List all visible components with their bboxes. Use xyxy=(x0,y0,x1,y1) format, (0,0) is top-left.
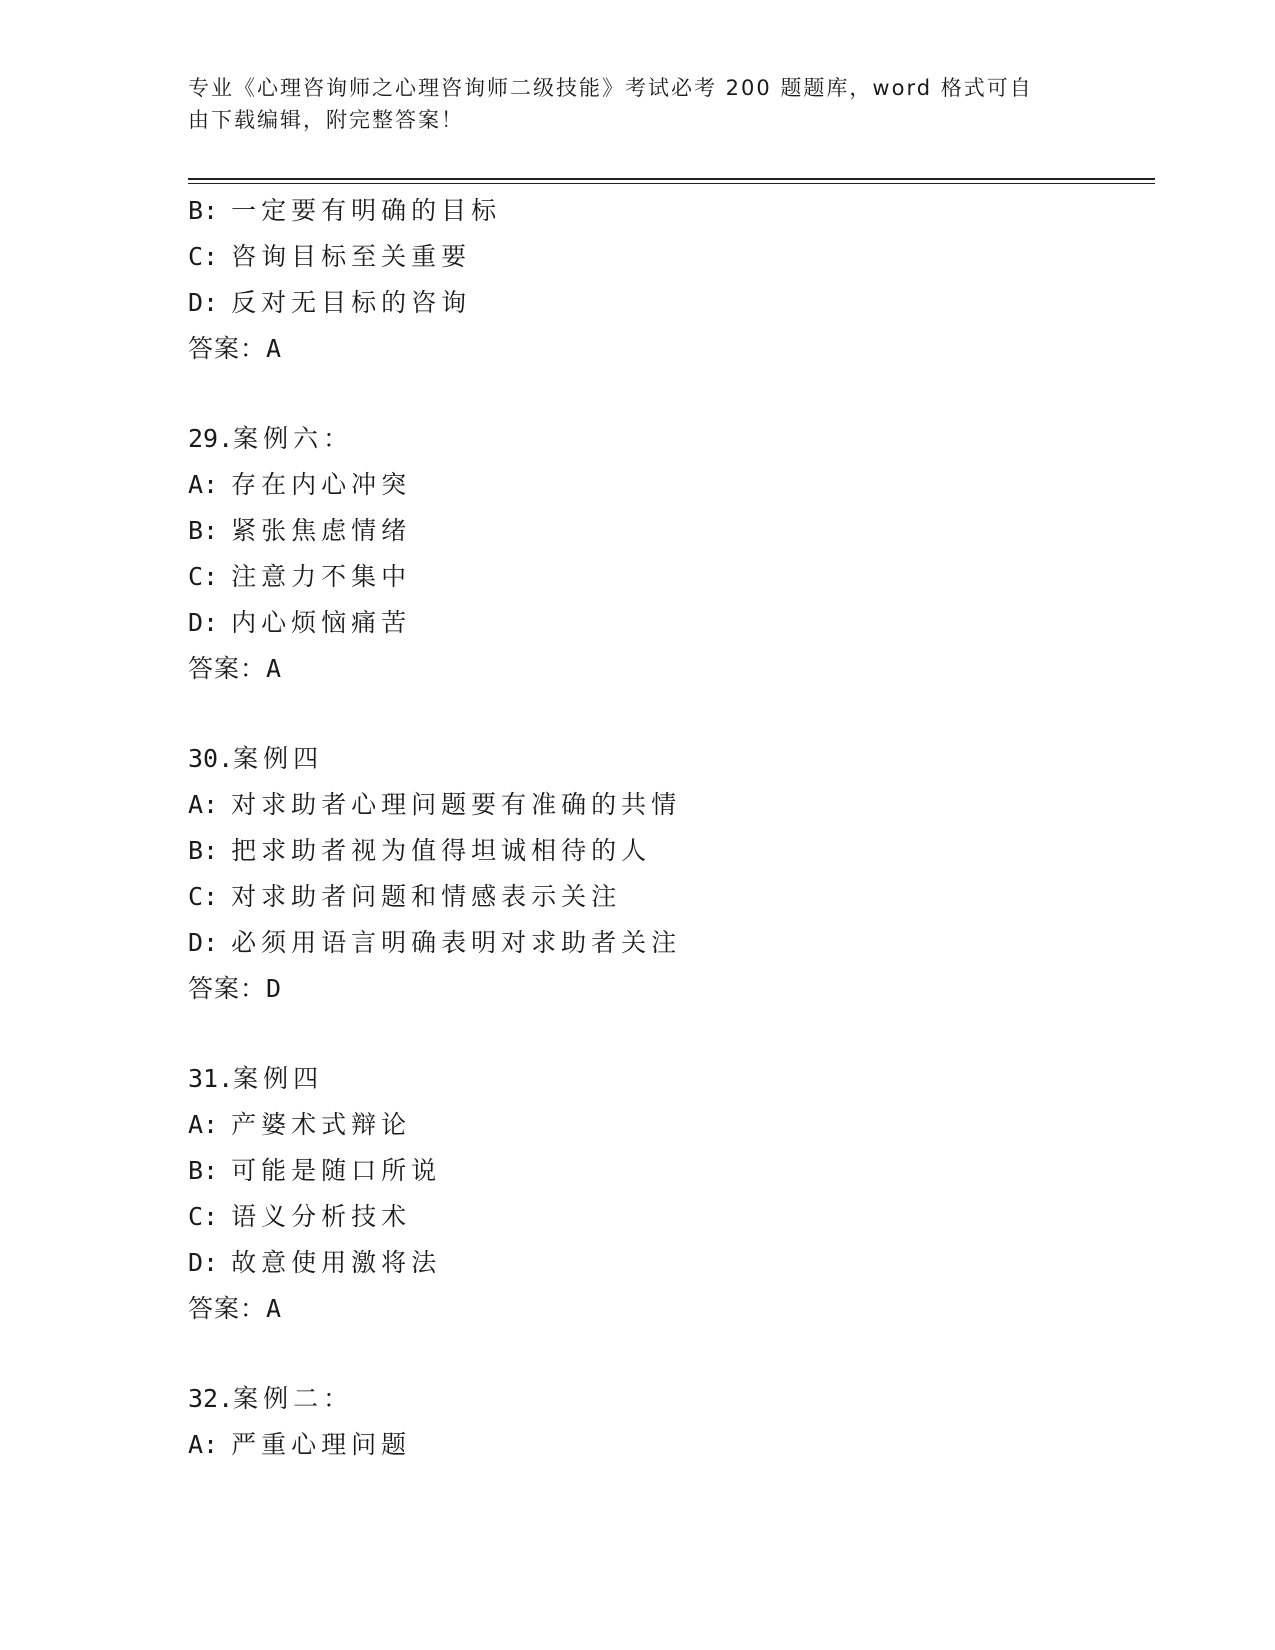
question-title-row xyxy=(188,416,1148,462)
option-row xyxy=(188,1102,1148,1148)
option-text: 必须用语言明确表明对求助者关注 xyxy=(231,928,682,957)
option-letter: A: xyxy=(188,1430,219,1459)
option-letter: C: xyxy=(188,1202,219,1231)
option-text: 一定要有明确的目标 xyxy=(231,196,502,225)
option-text: 严重心理问题 xyxy=(231,1430,412,1459)
option-text: 咨询目标至关重要 xyxy=(231,242,472,271)
answer-row xyxy=(188,326,1148,372)
answer-label: 答案： xyxy=(188,974,267,1003)
option-text: 可能是随口所说 xyxy=(231,1156,442,1185)
option-letter: D: xyxy=(188,608,219,637)
option-text: 语义分析技术 xyxy=(231,1202,412,1231)
question-block xyxy=(188,1376,1148,1468)
question-block xyxy=(188,736,1148,1012)
header-line-2: 由下载编辑，附完整答案！ xyxy=(188,108,464,132)
answer-value: A xyxy=(266,654,282,683)
option-row xyxy=(188,508,1148,554)
option-row xyxy=(188,1240,1148,1286)
answer-row xyxy=(188,646,1148,692)
option-text: 内心烦恼痛苦 xyxy=(231,608,412,637)
option-row xyxy=(188,600,1148,646)
option-text: 注意力不集中 xyxy=(231,562,412,591)
question-number: 32. xyxy=(188,1384,234,1413)
option-row xyxy=(188,1148,1148,1194)
option-letter: A: xyxy=(188,790,219,819)
header-divider-thick xyxy=(188,178,1155,180)
option-letter: B: xyxy=(188,1156,219,1185)
question-list xyxy=(188,188,1148,1468)
question-title-row xyxy=(188,736,1148,782)
question-title-row xyxy=(188,1056,1148,1102)
option-row xyxy=(188,1422,1148,1468)
question-title: 案例四 xyxy=(233,1064,324,1093)
option-letter: A: xyxy=(188,470,219,499)
option-letter: C: xyxy=(188,882,219,911)
option-text: 把求助者视为值得坦诚相待的人 xyxy=(231,836,652,865)
question-title: 案例六： xyxy=(233,424,354,453)
question-title: 案例四 xyxy=(233,744,324,773)
option-row xyxy=(188,1194,1148,1240)
answer-value: D xyxy=(266,974,282,1003)
question-block-continued xyxy=(188,188,1148,372)
question-title: 案例二： xyxy=(233,1384,354,1413)
question-number: 29. xyxy=(188,424,234,453)
option-letter: C: xyxy=(188,242,219,271)
answer-row xyxy=(188,1286,1148,1332)
question-title-row xyxy=(188,1376,1148,1422)
option-text: 紧张焦虑情绪 xyxy=(231,516,412,545)
option-text: 存在内心冲突 xyxy=(231,470,412,499)
option-text: 产婆术式辩论 xyxy=(231,1110,412,1139)
option-row xyxy=(188,462,1148,508)
spacer xyxy=(188,1012,1148,1056)
answer-label: 答案： xyxy=(188,654,267,683)
option-row xyxy=(188,280,1148,326)
option-text: 对求助者问题和情感表示关注 xyxy=(231,882,622,911)
question-number: 30. xyxy=(188,744,234,773)
document-header xyxy=(188,72,1068,136)
option-letter: A: xyxy=(188,1110,219,1139)
option-text: 反对无目标的咨询 xyxy=(231,288,472,317)
option-letter: D: xyxy=(188,288,219,317)
spacer xyxy=(188,372,1148,416)
option-letter: B: xyxy=(188,836,219,865)
option-row xyxy=(188,874,1148,920)
answer-value: A xyxy=(266,334,282,363)
option-text: 故意使用激将法 xyxy=(231,1248,442,1277)
spacer xyxy=(188,692,1148,736)
answer-row xyxy=(188,966,1148,1012)
option-row xyxy=(188,188,1148,234)
option-letter: D: xyxy=(188,1248,219,1277)
option-row xyxy=(188,234,1148,280)
spacer xyxy=(188,1332,1148,1376)
header-divider-thin xyxy=(188,183,1155,184)
option-row xyxy=(188,554,1148,600)
option-row xyxy=(188,828,1148,874)
option-letter: D: xyxy=(188,928,219,957)
answer-label: 答案： xyxy=(188,1294,267,1323)
option-letter: C: xyxy=(188,562,219,591)
header-line-1: 专业《心理咨询师之心理咨询师二级技能》考试必考 200 题题库，word 格式可自 xyxy=(188,76,1033,100)
answer-label: 答案： xyxy=(188,334,267,363)
answer-value: A xyxy=(266,1294,282,1323)
option-letter: B: xyxy=(188,196,219,225)
option-row xyxy=(188,782,1148,828)
option-row xyxy=(188,920,1148,966)
question-block xyxy=(188,1056,1148,1332)
option-text: 对求助者心理问题要有准确的共情 xyxy=(231,790,682,819)
question-block xyxy=(188,416,1148,692)
option-letter: B: xyxy=(188,516,219,545)
question-number: 31. xyxy=(188,1064,234,1093)
